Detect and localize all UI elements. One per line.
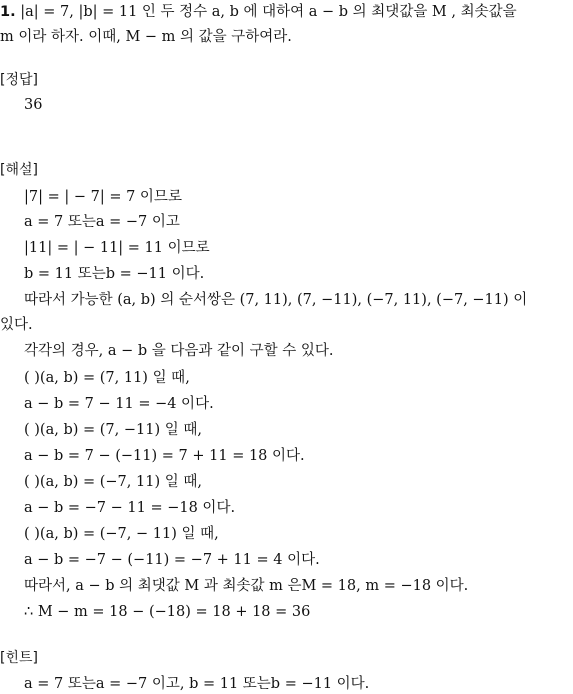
- explanation-line: |11| = | − 11| = 11 이므로: [24, 240, 210, 256]
- explanation-line: b = 11 또는b = −11 이다.: [24, 266, 205, 282]
- explanation-line: ( )(a, b) = (7, 11) 일 때,: [24, 370, 190, 386]
- explanation-line: |7| = | − 7| = 7 이므로: [24, 189, 182, 205]
- problem-text-1: |a| = 7, |b| = 11 인 두 정수 a, b 에 대하여 a − b 의 최댓값을 M , 최솟값을: [20, 4, 517, 20]
- explanation-line: a − b = 7 − 11 = −4 이다.: [24, 396, 214, 412]
- explanation-line: a − b = 7 − (−11) = 7 + 11 = 18 이다.: [24, 448, 305, 464]
- problem-line-1: [0, 2, 517, 22]
- problem-line-2: m 이라 하자. 이때, M − m 의 값을 구하여라.: [0, 29, 292, 45]
- explanation-line: 따라서, a − b 의 최댓값 M 과 최솟값 m 은M = 18, m = −18 이다.: [24, 578, 469, 594]
- explanation-header: [해설]: [0, 162, 38, 178]
- explanation-line: 각각의 경우, a − b 을 다음과 같이 구할 수 있다.: [24, 343, 334, 359]
- explanation-line: 따라서 가능한 (a, b) 의 순서쌍은 (7, 11), (7, −11), (−7, 11), (−7, −11) 이: [24, 292, 528, 308]
- problem-number: 1.: [0, 4, 16, 20]
- hint-header: [힌트]: [0, 650, 38, 666]
- hint-line: a = 7 또는a = −7 이고, b = 11 또는b = −11 이다.: [24, 676, 370, 692]
- answer-header: [정답]: [0, 72, 38, 88]
- explanation-line: a = 7 또는a = −7 이고: [24, 214, 180, 230]
- explanation-line: ( )(a, b) = (−7, − 11) 일 때,: [24, 526, 219, 542]
- explanation-line: a − b = −7 − 11 = −18 이다.: [24, 500, 236, 516]
- explanation-line: a − b = −7 − (−11) = −7 + 11 = 4 이다.: [24, 552, 320, 568]
- answer-value: 36: [24, 97, 43, 113]
- explanation-line: ( )(a, b) = (−7, 11) 일 때,: [24, 474, 202, 490]
- explanation-line: 있다.: [0, 317, 33, 333]
- explanation-line: ( )(a, b) = (7, −11) 일 때,: [24, 422, 202, 438]
- explanation-line: ∴ M − m = 18 − (−18) = 18 + 18 = 36: [24, 604, 311, 620]
